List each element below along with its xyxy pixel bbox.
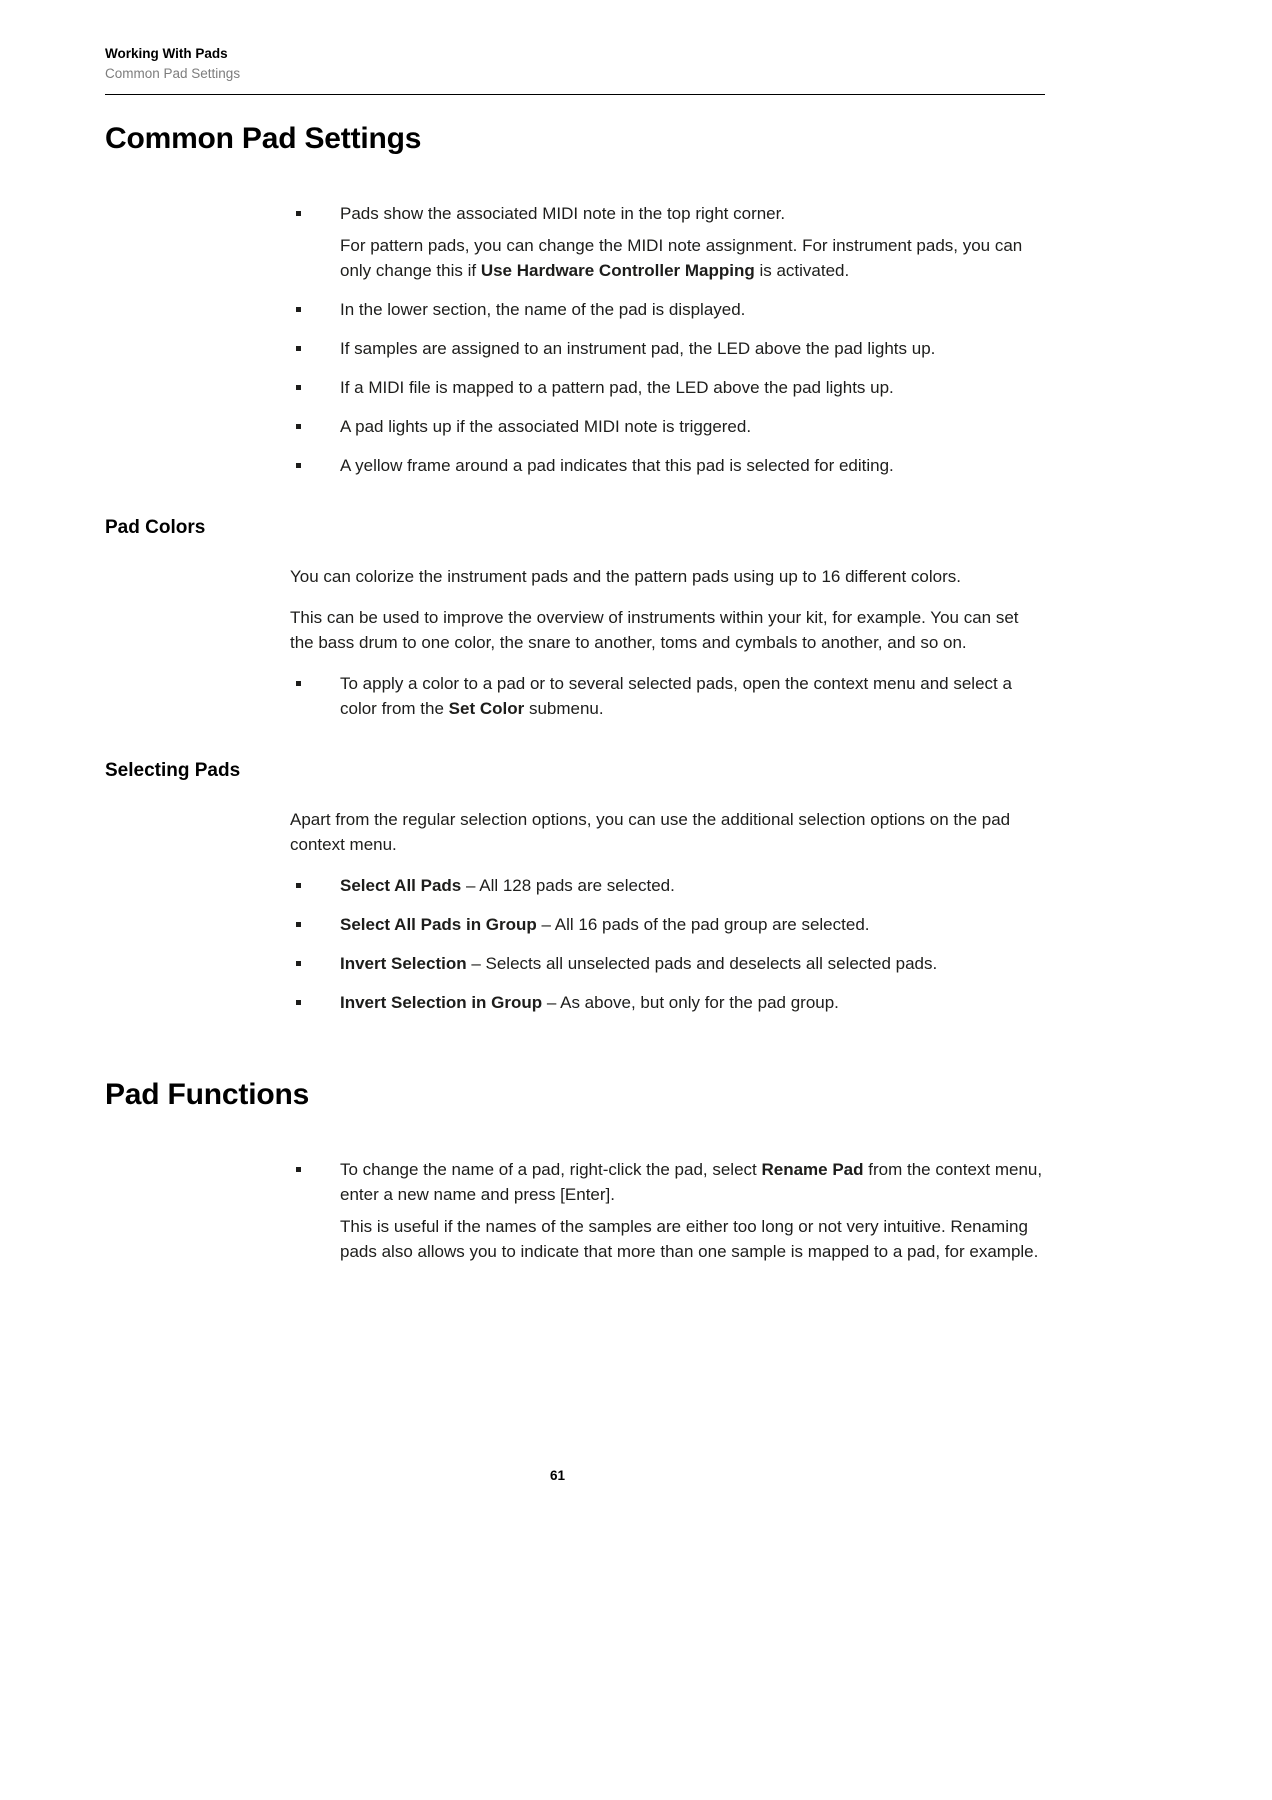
bullet-square-icon xyxy=(296,463,301,468)
text-run: For pattern pads, you can change the MIDI note assignment. For instrument pads, you can only change this if xyxy=(340,236,1023,280)
list-item xyxy=(290,336,1045,361)
bold-text-run: Invert Selection in Group xyxy=(340,993,543,1012)
list-item xyxy=(290,375,1045,400)
bullet-icon xyxy=(290,297,340,322)
bullet-icon xyxy=(290,873,340,898)
bold-text-run: Select All Pads in Group xyxy=(340,915,537,934)
bullet-text xyxy=(340,990,1045,1015)
body-column xyxy=(290,201,1045,478)
bullet-icon xyxy=(290,201,340,283)
bullet-continuation xyxy=(340,233,1045,283)
bullet-square-icon xyxy=(296,961,301,966)
text-run: – All 128 pads are selected. xyxy=(461,876,675,895)
running-header-section: Common Pad Settings xyxy=(105,66,241,81)
bullet-icon xyxy=(290,912,340,937)
bullet-icon xyxy=(290,951,340,976)
text-run: To apply a color to a pad or to several selected pads, open the context menu and select a color from the xyxy=(340,674,1012,718)
bold-text-run: Rename Pad xyxy=(761,1160,864,1179)
bullet-text xyxy=(340,912,1045,937)
bold-text-run: Select All Pads xyxy=(340,876,462,895)
bullet-list-selecting-pads xyxy=(290,873,1045,1015)
text-run: – Selects all unselected pads and deselects all selected pads. xyxy=(466,954,938,973)
text-run: from the context menu, enter a new name and press [Enter]. xyxy=(340,1160,1043,1204)
list-item xyxy=(290,671,1045,721)
bullet-text: In the lower section, the name of the pad is displayed. xyxy=(340,300,746,319)
running-header-chapter: Working With Pads xyxy=(105,46,228,61)
text-run: – As above, but only for the pad group. xyxy=(542,993,839,1012)
bullet-continuation: This is useful if the names of the samples are either too long or not very intuitive. Renaming pads also allows you to indicate that more than one sample is mapped to a pad, for example. xyxy=(340,1217,1039,1261)
list-item xyxy=(290,414,1045,439)
body-column xyxy=(290,564,1045,721)
bullet-text xyxy=(340,671,1045,721)
bullet-square-icon xyxy=(296,922,301,927)
bullet-icon xyxy=(290,336,340,361)
bullet-text xyxy=(340,201,1045,283)
page-content xyxy=(105,44,1045,1278)
list-item xyxy=(290,873,1045,898)
bullet-square-icon xyxy=(296,346,301,351)
body-column xyxy=(290,1157,1045,1264)
bullet-square-icon xyxy=(296,1167,301,1172)
bullet-text: If a MIDI file is mapped to a pattern pad, the LED above the pad lights up. xyxy=(340,378,894,397)
text-run: To change the name of a pad, right-click the pad, select xyxy=(340,1160,762,1179)
bullet-square-icon xyxy=(296,424,301,429)
paragraph: This can be used to improve the overview of instruments within your kit, for example. You can set the bass drum to one color, the snare to another, toms and cymbals to another, and so on. xyxy=(290,608,1019,652)
text-run: submenu. xyxy=(524,699,604,718)
bullet-icon xyxy=(290,1157,340,1264)
list-item xyxy=(290,990,1045,1015)
paragraph: You can colorize the instrument pads and the pattern pads using up to 16 different colors. xyxy=(290,567,961,586)
bullet-list-pad-settings xyxy=(290,201,1045,478)
list-item xyxy=(290,453,1045,478)
bullet-icon xyxy=(290,671,340,721)
bullet-square-icon xyxy=(296,211,301,216)
bold-text-run: Set Color xyxy=(448,699,525,718)
running-header xyxy=(105,44,1045,95)
list-item xyxy=(290,951,1045,976)
bullet-text xyxy=(340,873,1045,898)
bullet-text xyxy=(340,1157,1045,1264)
bullet-text xyxy=(340,951,1045,976)
subsection-title-pad-colors: Pad Colors xyxy=(105,517,206,538)
paragraph: Apart from the regular selection options, you can use the additional selection options on the pad context menu. xyxy=(290,810,1011,854)
body-column xyxy=(290,807,1045,1015)
list-item xyxy=(290,1157,1045,1264)
bullet-text: A pad lights up if the associated MIDI note is triggered. xyxy=(340,417,752,436)
bold-text-run: Invert Selection xyxy=(340,954,467,973)
bullet-square-icon xyxy=(296,883,301,888)
bullet-text: If samples are assigned to an instrument pad, the LED above the pad lights up. xyxy=(340,339,936,358)
list-item xyxy=(290,201,1045,283)
subsection-title-selecting-pads: Selecting Pads xyxy=(105,760,241,781)
bold-text-run: Use Hardware Controller Mapping xyxy=(480,261,755,280)
header-divider xyxy=(105,94,1045,95)
bullet-square-icon xyxy=(296,1000,301,1005)
bullet-list-pad-colors xyxy=(290,671,1045,721)
bullet-icon xyxy=(290,414,340,439)
bullet-square-icon xyxy=(296,385,301,390)
section-title-common-pad-settings: Common Pad Settings xyxy=(105,122,422,155)
bullet-icon xyxy=(290,453,340,478)
list-item xyxy=(290,297,1045,322)
text-run: Pads show the associated MIDI note in the top right corner. xyxy=(340,204,786,223)
bullet-list-pad-functions xyxy=(290,1157,1045,1264)
bullet-icon xyxy=(290,990,340,1015)
bullet-text: A yellow frame around a pad indicates that this pad is selected for editing. xyxy=(340,456,894,475)
bullet-square-icon xyxy=(296,307,301,312)
bullet-square-icon xyxy=(296,681,301,686)
text-run: is activated. xyxy=(754,261,850,280)
page-number: 61 xyxy=(549,1468,566,1483)
bullet-icon xyxy=(290,375,340,400)
bullet-line xyxy=(340,1157,1045,1207)
section-title-pad-functions: Pad Functions xyxy=(105,1078,310,1111)
list-item xyxy=(290,912,1045,937)
text-run: – All 16 pads of the pad group are selected. xyxy=(536,915,870,934)
